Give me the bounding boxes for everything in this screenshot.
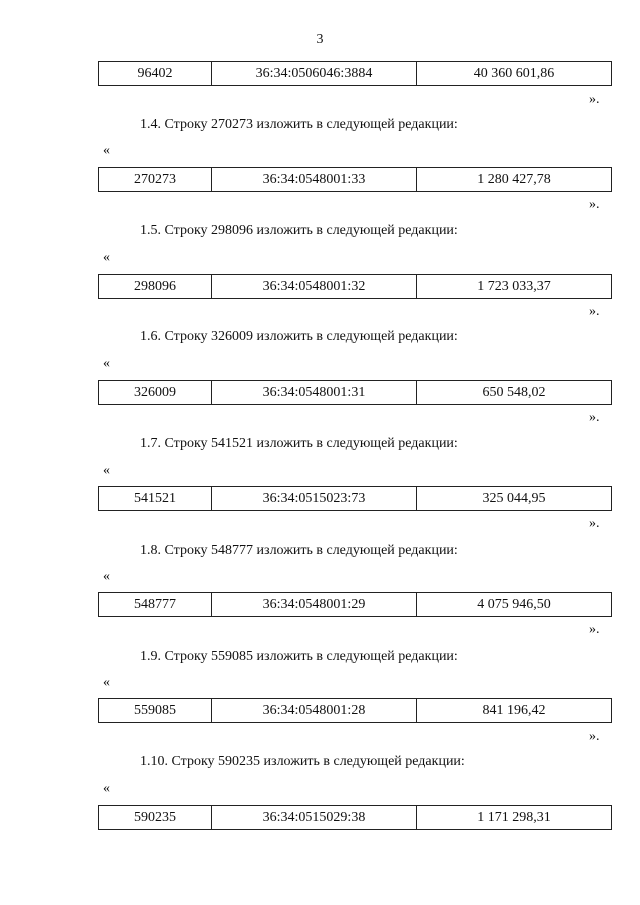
row-id: 298096 <box>99 275 212 299</box>
close-quote: ». <box>589 197 600 212</box>
section-heading: 1.7. Строку 541521 изложить в следующей редакции: <box>140 436 458 451</box>
close-quote: ». <box>589 92 600 107</box>
table-row <box>98 805 612 830</box>
row-cadastral-number: 36:34:0548001:31 <box>212 381 417 405</box>
table-row <box>98 592 612 617</box>
row-value: 1 280 427,78 <box>417 168 612 192</box>
close-quote: ». <box>589 622 600 637</box>
open-quote: « <box>103 356 110 371</box>
section-heading: 1.5. Строку 298096 изложить в следующей редакции: <box>140 223 458 238</box>
close-quote: ». <box>589 410 600 425</box>
close-quote: ». <box>589 516 600 531</box>
row-id: 559085 <box>99 699 212 723</box>
open-quote: « <box>103 143 110 158</box>
row-id: 96402 <box>99 62 212 86</box>
section-heading: 1.4. Строку 270273 изложить в следующей редакции: <box>140 117 458 132</box>
close-quote: ». <box>589 729 600 744</box>
page-number: 3 <box>316 32 324 47</box>
row-cadastral-number: 36:34:0548001:33 <box>212 168 417 192</box>
table-row <box>98 380 612 405</box>
row-cadastral-number: 36:34:0506046:3884 <box>212 62 417 86</box>
open-quote: « <box>103 781 110 796</box>
row-value: 1 171 298,31 <box>417 806 612 830</box>
open-quote: « <box>103 569 110 584</box>
row-value: 841 196,42 <box>417 699 612 723</box>
table-row <box>98 698 612 723</box>
row-id: 326009 <box>99 381 212 405</box>
section-heading: 1.8. Строку 548777 изложить в следующей редакции: <box>140 543 458 558</box>
section-heading: 1.6. Строку 326009 изложить в следующей редакции: <box>140 329 458 344</box>
open-quote: « <box>103 675 110 690</box>
row-id: 270273 <box>99 168 212 192</box>
table-row <box>98 274 612 299</box>
row-cadastral-number: 36:34:0515029:38 <box>212 806 417 830</box>
table-row <box>98 61 612 86</box>
table-row <box>98 486 612 511</box>
row-id: 541521 <box>99 487 212 511</box>
row-id: 590235 <box>99 806 212 830</box>
table-row <box>98 167 612 192</box>
row-id: 548777 <box>99 593 212 617</box>
row-cadastral-number: 36:34:0548001:29 <box>212 593 417 617</box>
row-cadastral-number: 36:34:0548001:28 <box>212 699 417 723</box>
row-value: 1 723 033,37 <box>417 275 612 299</box>
row-value: 650 548,02 <box>417 381 612 405</box>
close-quote: ». <box>589 304 600 319</box>
row-value: 325 044,95 <box>417 487 612 511</box>
open-quote: « <box>103 463 110 478</box>
row-cadastral-number: 36:34:0515023:73 <box>212 487 417 511</box>
section-heading: 1.10. Строку 590235 изложить в следующей редакции: <box>140 754 465 769</box>
open-quote: « <box>103 250 110 265</box>
row-cadastral-number: 36:34:0548001:32 <box>212 275 417 299</box>
section-heading: 1.9. Строку 559085 изложить в следующей редакции: <box>140 649 458 664</box>
row-value: 4 075 946,50 <box>417 593 612 617</box>
row-value: 40 360 601,86 <box>417 62 612 86</box>
